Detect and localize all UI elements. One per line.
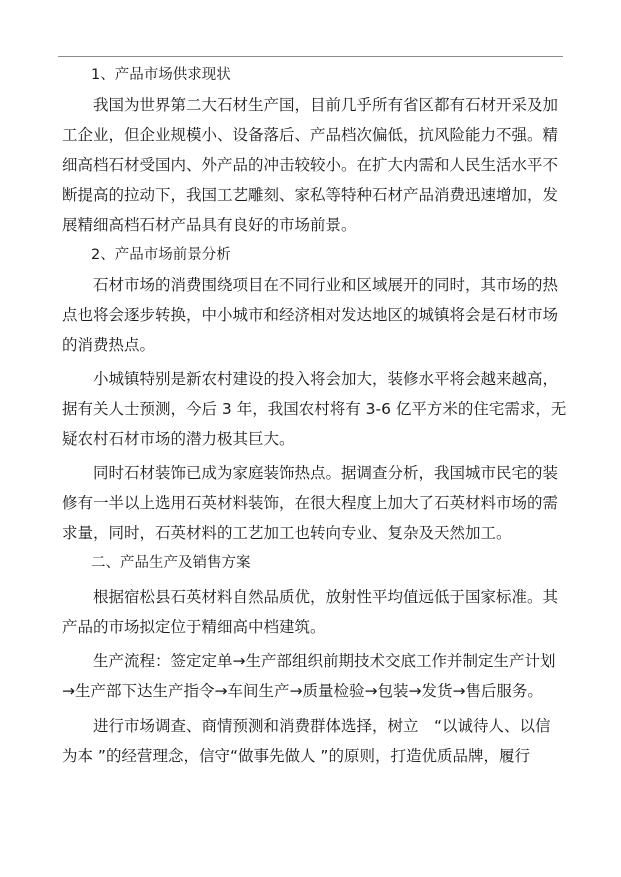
paragraph-line: 断提高的拉动下，我国工艺雕刻、家私等特种石材产品消费迅速增加，发 [62, 186, 559, 204]
paragraph-line: 的消费热点。 [62, 336, 156, 354]
section-heading: 二、产品生产及销售方案 [62, 555, 251, 571]
section-heading: 1、产品市场供求现状 [62, 67, 231, 83]
document-body [62, 60, 567, 771]
section-heading: 2、产品市场前景分析 [62, 247, 231, 263]
paragraph-line: 根据宿松县石英材料自然品质优，放射性平均值远低于国家标准。其 [62, 588, 559, 606]
paragraph-line: 求量，同时，石英材料的工艺加工也转向专业、复杂及天然加工。 [62, 524, 512, 542]
header-rule [58, 56, 563, 57]
paragraph-line: 细高档石材受国内、外产品的冲击较较小。在扩大内需和人民生活水平不 [62, 156, 559, 174]
paragraph-line: 据有关人士预测，今后 3 年，我国农村将有 3-6 亿平方米的住宅需求，无 [62, 400, 567, 418]
paragraph-line: 我国为世界第二大石材生产国，目前几乎所有省区都有石材开采及加 [62, 96, 559, 114]
paragraph-line: 修有一半以上选用石英材料装饰，在很大程度上加大了石英材料市场的需 [62, 494, 559, 512]
paragraph-line: 生产流程：签定定单→生产部组织前期技术交底工作并制定生产计划 [62, 652, 556, 670]
paragraph-line: 为本 ”的经营理念，信守“做事先做人 ”的原则，打造优质品牌，履行 [62, 747, 530, 765]
paragraph-line: 展精细高档石材产品具有良好的市场前景。 [62, 216, 357, 234]
paragraph-line: 工企业，但企业规模小、设备落后、产品档次偏低，抗风险能力不强。精 [62, 126, 559, 144]
paragraph-line: →生产部下达生产指令→车间生产→质量检验→包装→发货→售后服务。 [62, 682, 543, 700]
paragraph-line: 石材市场的消费围绕项目在不同行业和区域展开的同时，其市场的热 [62, 276, 559, 294]
paragraph-line: 疑农村石材市场的潜力极其巨大。 [62, 430, 295, 448]
paragraph-line: 同时石材装饰已成为家庭装饰热点。据调查分析，我国城市民宅的装 [62, 464, 559, 482]
paragraph-line: 进行市场调查、商情预测和消费群体选择，树立 “以诚待人、以信 [62, 717, 551, 735]
paragraph-line: 产品的市场拟定位于精细高中档建筑。 [62, 618, 326, 636]
paragraph-line: 点也将会逐步转换，中小城市和经济相对发达地区的城镇将会是石材市场 [62, 306, 559, 324]
paragraph-line: 小城镇特别是新农村建设的投入将会加大，装修水平将会越来越高， [62, 370, 559, 388]
